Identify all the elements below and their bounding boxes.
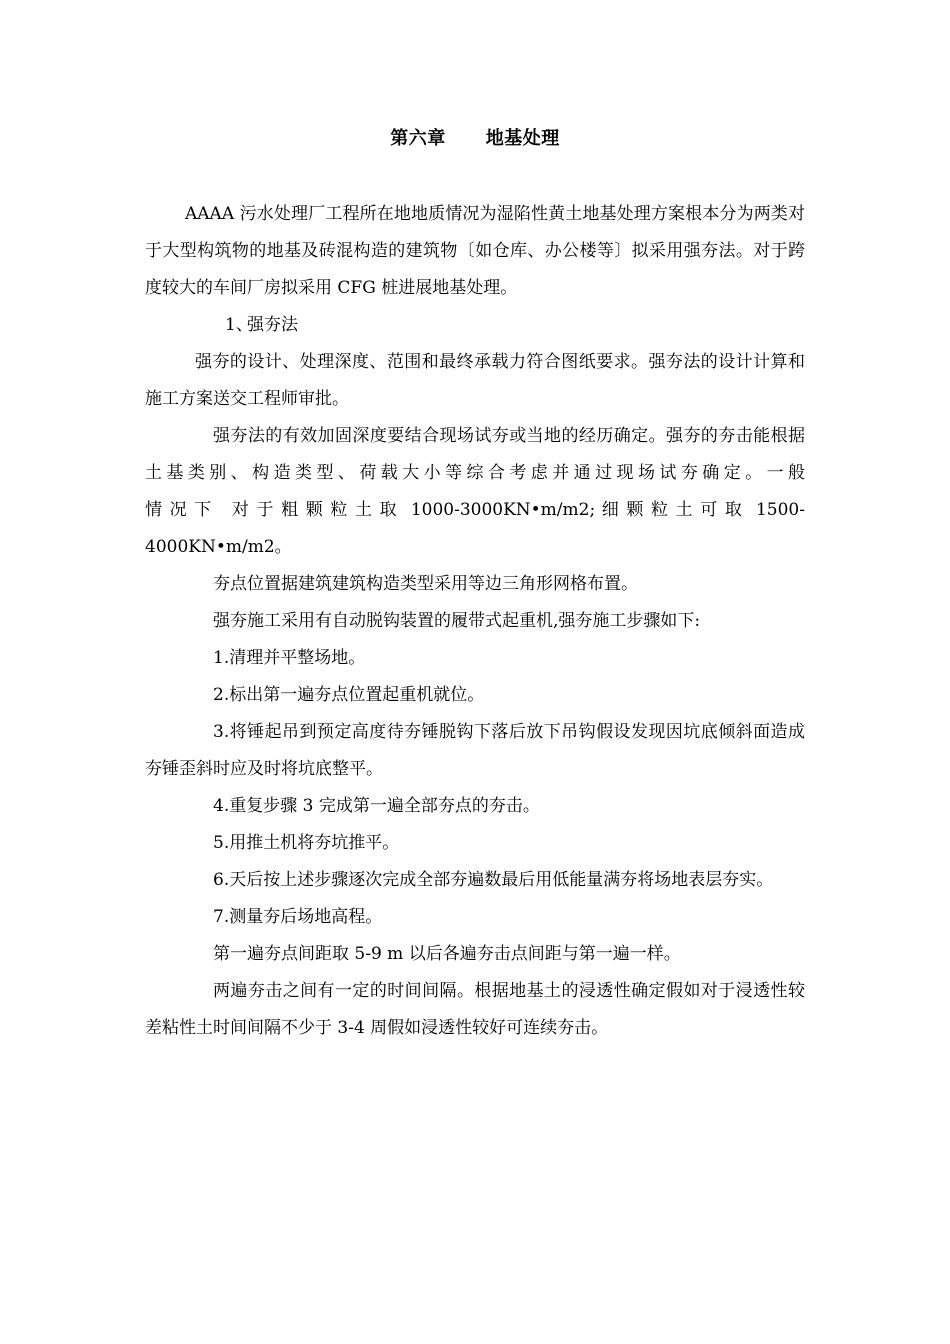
document-body bbox=[145, 196, 805, 1047]
step-item: 1.清理并平整场地。 bbox=[213, 648, 366, 668]
step-item: 5.用推土机将夯坑推平。 bbox=[213, 833, 400, 853]
depth-paragraph-line1: 强夯法的有效加固深度要结合现场试夯或当地的经历确定。强夯的夯击能根据土基类别、构造类型、荷载大小等综合考虑并通过现场试夯确定。一般 bbox=[145, 426, 805, 483]
intro-paragraph: AAAA 污水处理厂工程所在地地质情况为湿陷性黄土地基处理方案根本分为两类对于大型构筑物的地基及砖混构造的建筑物〔如仓库、办公楼等〕拟采用强夯法。对于跨度较大的车间厂房拟采用 CFG 桩进展地基处理。 bbox=[145, 204, 805, 298]
interval-paragraph: 两遍夯击之间有一定的时间间隔。根据地基土的浸透性确定假如对于浸透性较差粘性土时间间隔不少于 3-4 周假如浸透性较好可连续夯击。 bbox=[145, 981, 805, 1038]
step-item: 2.标出第一遍夯点位置起重机就位。 bbox=[213, 685, 485, 705]
design-paragraph: 强夯的设计、处理深度、范围和最终承载力符合图纸要求。强夯法的设计计算和施工方案送交工程师审批。 bbox=[145, 352, 805, 409]
section-title: 强夯法 bbox=[247, 315, 298, 335]
section-heading bbox=[145, 307, 805, 344]
chapter-title: 地基处理 bbox=[485, 128, 560, 149]
step-item: 3.将锤起吊到预定高度待夯锤脱钩下落后放下吊钩假设发现因坑底倾斜面造成夯锤歪斜时应及时将坑底整平。 bbox=[145, 722, 805, 779]
section-number: 1、 bbox=[225, 315, 253, 335]
chapter-heading bbox=[145, 124, 805, 150]
chapter-number: 第六章 bbox=[390, 128, 446, 149]
spacing-paragraph: 第一遍夯点间距取 5-9 m 以后各遍夯击点间距与第一遍一样。 bbox=[213, 944, 681, 964]
step-item: 4.重复步骤 3 完成第一遍全部夯点的夯击。 bbox=[213, 796, 540, 816]
depth-paragraph-line2: 情 况 下 对 于 粗 颗 粒 土 取 1000-3000KN•m/m2; 细 颗 粒 土 可 取 1500- bbox=[145, 500, 805, 520]
depth-paragraph-line3: 4000KN•m/m2。 bbox=[145, 537, 292, 557]
layout-paragraph: 夯点位置据建筑建筑构造类型采用等边三角形网格布置。 bbox=[213, 574, 638, 594]
step-item: 6.天后按上述步骤逐次完成全部夯遍数最后用低能量满夯将场地表层夯实。 bbox=[213, 870, 774, 890]
equipment-paragraph: 强夯施工采用有自动脱钩装置的履带式起重机,强夯施工步骤如下: bbox=[213, 611, 701, 631]
step-item: 7.测量夯后场地高程。 bbox=[213, 907, 383, 927]
